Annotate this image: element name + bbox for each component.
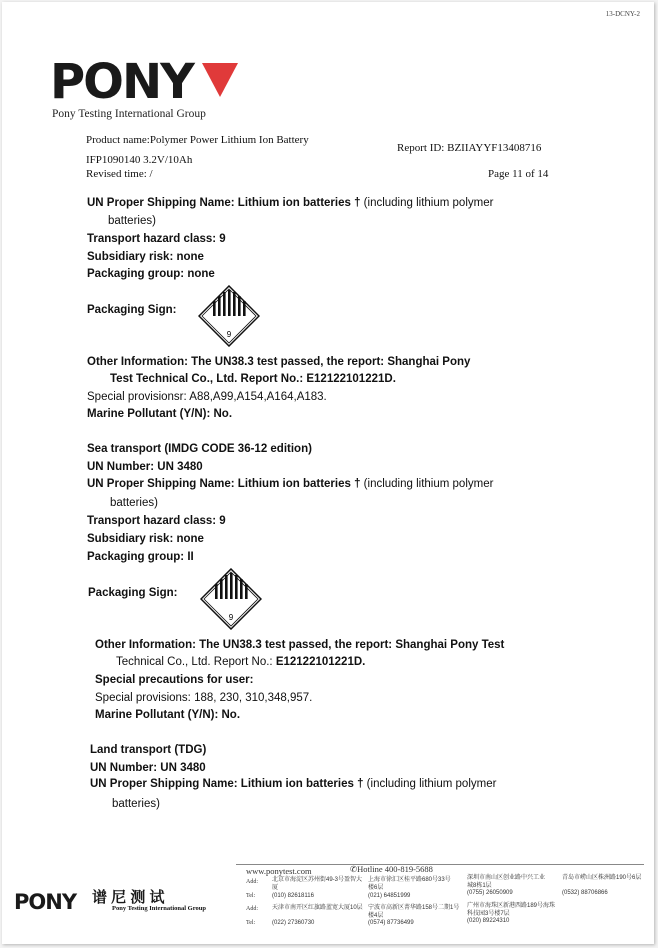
s2-other-info-1: Other Information: The UN38.3 test passed, the report: Shanghai Pony Test — [95, 639, 505, 651]
footer-brand-chinese: 谱 尼 测 试 — [92, 889, 165, 906]
class9-hazard-sign-icon — [198, 285, 260, 347]
footer-website: www.ponytest.com — [246, 866, 312, 876]
s2-packaging-sign-label: Packaging Sign: — [88, 587, 178, 599]
svg-text:9: 9 — [228, 613, 234, 622]
footer-tianjin-address: 天津市南开区红旗路蓝宽大厦10层 — [272, 905, 363, 911]
class9-hazard-sign-icon — [200, 568, 262, 630]
s3-psn: UN Proper Shipping Name: Lithium ion batteries † (including lithium polymer — [90, 778, 497, 790]
s1-other-info-2: Test Technical Co., Ltd. Report No.: E12122101221D. — [110, 373, 396, 385]
footer-hotline: ✆Hotline 400-819-5688 — [350, 864, 433, 874]
footer-shenzhen-address: 深圳市南山区创业路中兴工业城8栋1层 — [467, 875, 546, 889]
footer-shanghai-tel: (021) 64851999 — [368, 893, 411, 899]
s3-un-number: UN Number: UN 3480 — [90, 762, 206, 774]
s1-other-info-1: Other Information: The UN38.3 test passed, the report: Shanghai Pony — [87, 356, 471, 368]
report-id: Report ID: BZIIAYYF13408716 — [397, 142, 542, 154]
document-page — [2, 2, 654, 944]
s1-packaging-group: Packaging group: none — [87, 268, 215, 280]
s1-hazard-class: Transport hazard class: 9 — [87, 233, 226, 245]
footer-ningbo-address: 宁波市高新区菁华路158号二期1号楼4层 — [368, 905, 460, 919]
logo-red-triangle — [202, 63, 238, 97]
footer-logo — [14, 889, 206, 914]
footer-tianjin-tel: (022) 27360730 — [272, 920, 315, 926]
s1-special-provisions: Special provisionsr: A88,A99,A154,A164,A183. — [87, 391, 327, 403]
s1-marine-pollutant: Marine Pollutant (Y/N): No. — [87, 408, 233, 420]
product-name-line2: IFP1090140 3.2V/10Ah — [86, 154, 193, 166]
s2-hazard-class: Transport hazard class: 9 — [87, 515, 226, 527]
s1-subsidiary-risk: Subsidiary risk: none — [87, 251, 204, 263]
logo-wordmark: PONY — [50, 54, 193, 110]
footer-qingdao-address: 青岛市崂山区株洲路190号6层 — [562, 875, 642, 881]
s2-marine-pollutant: Marine Pollutant (Y/N): No. — [95, 709, 241, 721]
footer-guangzhou-address: 广州市海珠区新港西路189号海珠科技园3号楼7层 — [467, 903, 556, 917]
revised-time: Revised time: / — [86, 168, 153, 180]
s2-packaging-group: Packaging group: II — [87, 551, 194, 563]
footer-logo-wordmark: PONY — [14, 890, 77, 914]
pony-logo — [50, 54, 193, 110]
product-name-line1: Product name:Polymer Power Lithium Ion Battery — [86, 134, 309, 146]
footer-add-label: Add: — [246, 906, 258, 912]
s1-packaging-sign-label: Packaging Sign: — [87, 304, 177, 316]
s3-psn-cont: batteries) — [112, 798, 160, 810]
s2-psn: UN Proper Shipping Name: Lithium ion batteries † (including lithium polymer — [87, 478, 494, 490]
s2-psn-cont: batteries) — [110, 497, 158, 509]
logo-subtitle: Pony Testing International Group — [52, 108, 206, 120]
footer-beijing-address: 北京市海淀区苏州街49-3号盈智大厦 — [272, 877, 363, 891]
footer-ningbo-tel: (0574) 87736499 — [368, 920, 414, 926]
s1-psn-cont: batteries) — [108, 215, 156, 227]
s2-title: Sea transport (IMDG CODE 36-12 edition) — [87, 443, 312, 455]
s3-title: Land transport (TDG) — [90, 744, 207, 756]
footer-tel-label: Tel: — [246, 920, 256, 926]
s2-special-provisions: Special provisions: 188, 230, 310,348,957. — [95, 692, 313, 704]
s1-psn: UN Proper Shipping Name: Lithium ion batteries † (including lithium polymer — [87, 197, 494, 209]
footer-guangzhou-tel: (020) 89224310 — [467, 918, 510, 924]
footer-shenzhen-tel: (0755) 26050909 — [467, 890, 513, 896]
footer-qingdao-tel: (0532) 88706866 — [562, 890, 608, 896]
footer-beijing-tel: (010) 82618116 — [272, 893, 314, 899]
page-number: Page 11 of 14 — [488, 168, 549, 180]
footer-brand-subtitle: Pony Testing International Group — [112, 905, 206, 912]
footer-add-label: Add: — [246, 879, 258, 885]
footer-tel-label: Tel: — [246, 893, 256, 899]
footer-shanghai-address: 上海市徐汇区桂平路680号33号楼6层 — [368, 877, 451, 891]
svg-text:9: 9 — [226, 330, 232, 339]
s2-subsidiary-risk: Subsidiary risk: none — [87, 533, 204, 545]
document-code: 13-DCNY-2 — [605, 10, 640, 18]
footer-divider — [236, 864, 644, 865]
s2-un-number: UN Number: UN 3480 — [87, 461, 203, 473]
s2-special-precautions: Special precautions for user: — [95, 674, 254, 686]
s2-other-info-2: Technical Co., Ltd. Report No.: E12122101221D. — [116, 656, 366, 668]
